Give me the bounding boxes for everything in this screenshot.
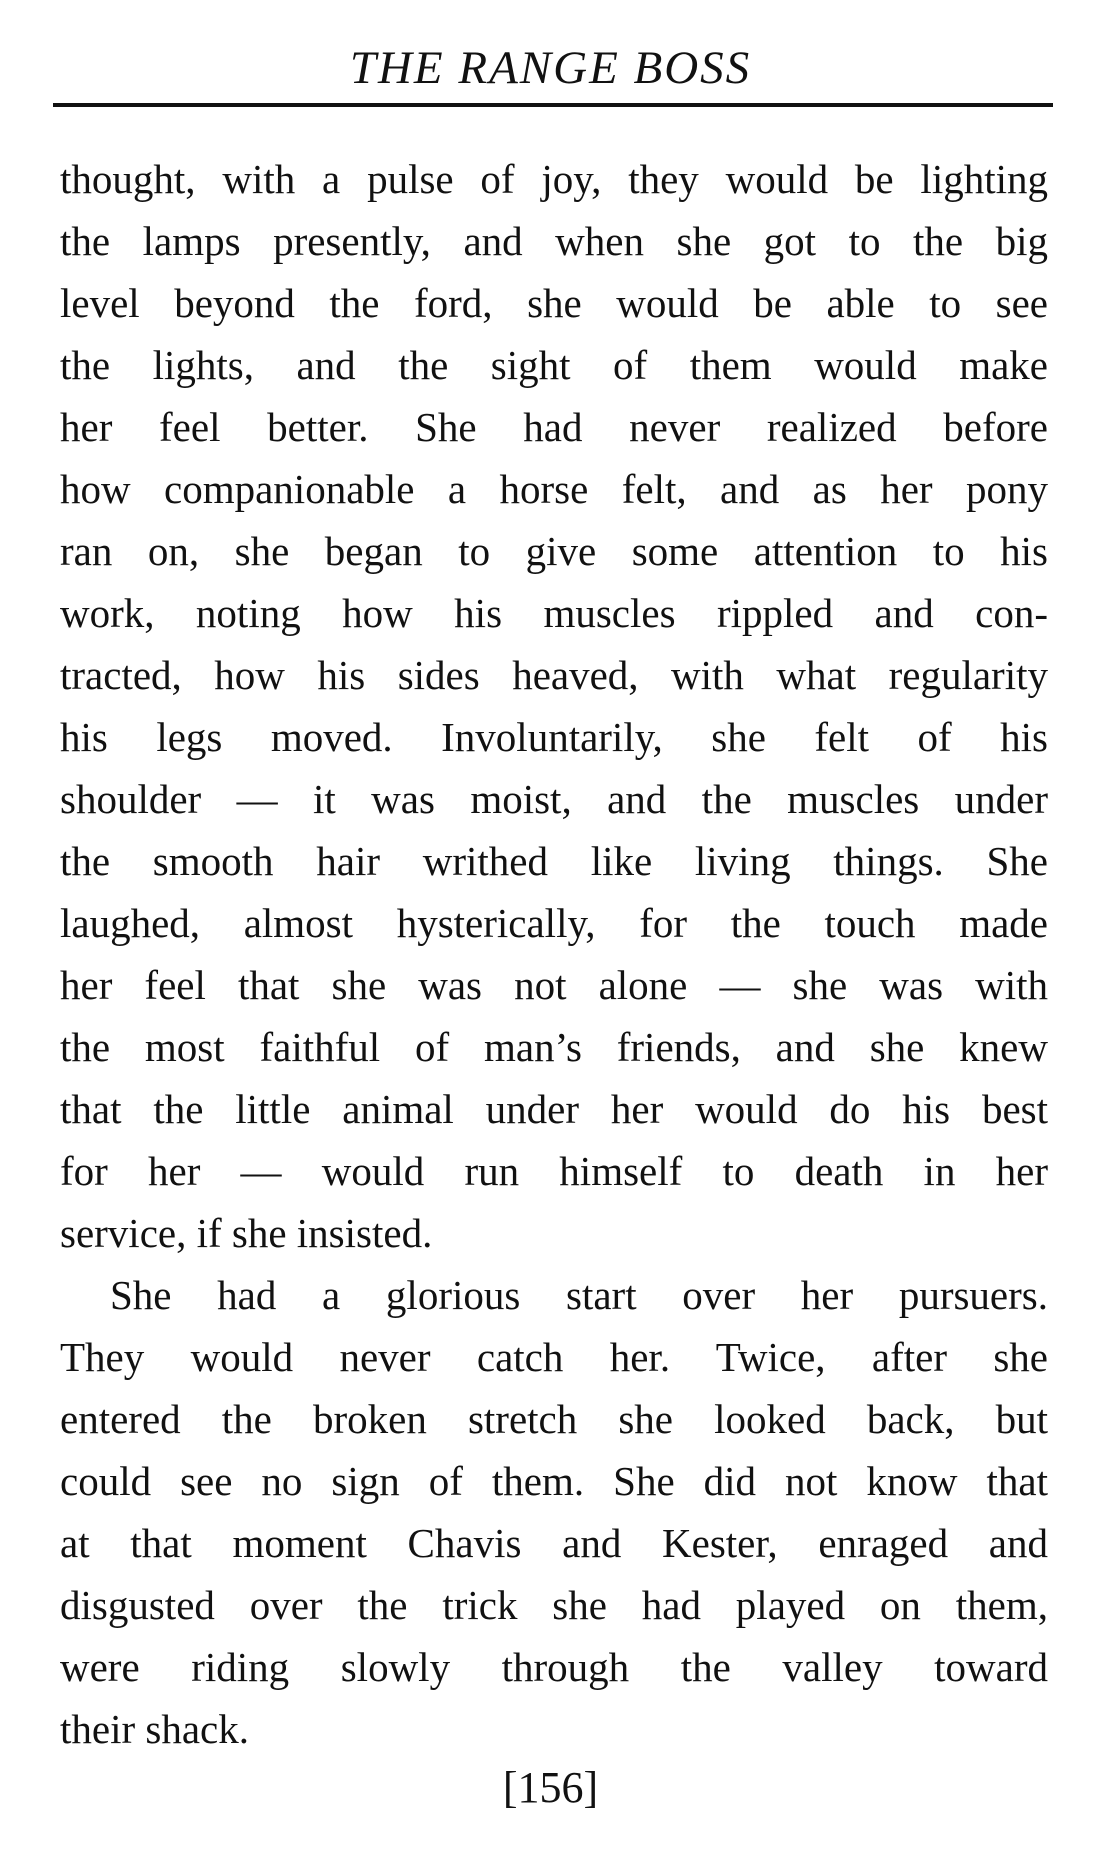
text-line: She had a glorious start over her pursuers. xyxy=(110,1272,1048,1318)
text-line: the most faithful of man’s friends, and she knew xyxy=(60,1024,1048,1070)
text-line: ran on, she began to give some attention to his xyxy=(60,528,1048,574)
text-line: the lamps presently, and when she got to the big xyxy=(60,218,1048,264)
text-line: service, if she insisted. xyxy=(60,1210,433,1256)
text-line: his legs moved. Involuntarily, she felt of his xyxy=(60,714,1048,760)
text-line: how companionable a horse felt, and as her pony xyxy=(60,466,1048,512)
text-line: could see no sign of them. She did not know that xyxy=(60,1458,1048,1504)
text-line: laughed, almost hysterically, for the touch made xyxy=(60,900,1048,946)
text-line: her feel that she was not alone — she was with xyxy=(60,962,1048,1008)
text-line: tracted, how his sides heaved, with what regularity xyxy=(60,652,1048,698)
text-line: their shack. xyxy=(60,1706,249,1752)
paragraph-1 xyxy=(60,148,1048,1264)
text-line: for her — would run himself to death in her xyxy=(60,1148,1048,1194)
header-rule xyxy=(53,103,1053,107)
text-line: disgusted over the trick she had played on them, xyxy=(60,1582,1048,1628)
paragraph-2 xyxy=(60,1264,1048,1760)
text-line: level beyond the ford, she would be able to see xyxy=(60,280,1048,326)
text-line: They would never catch her. Twice, after she xyxy=(60,1334,1048,1380)
text-line: entered the broken stretch she looked back, but xyxy=(60,1396,1048,1442)
page-number: [156] xyxy=(502,1763,599,1812)
text-line: thought, with a pulse of joy, they would be lighting xyxy=(60,156,1048,202)
text-line: her feel better. She had never realized before xyxy=(60,404,1048,450)
text-line: the lights, and the sight of them would make xyxy=(60,342,1048,388)
text-line: work, noting how his muscles rippled and con- xyxy=(60,590,1048,636)
text-line: at that moment Chavis and Kester, enraged and xyxy=(60,1520,1048,1566)
text-line: the smooth hair writhed like living things. She xyxy=(60,838,1048,884)
text-line: that the little animal under her would do his best xyxy=(60,1086,1048,1132)
text-line: were riding slowly through the valley toward xyxy=(60,1644,1048,1690)
body-text xyxy=(60,148,1048,1760)
text-line: shoulder — it was moist, and the muscles under xyxy=(60,776,1048,822)
running-head: THE RANGE BOSS xyxy=(349,42,752,94)
